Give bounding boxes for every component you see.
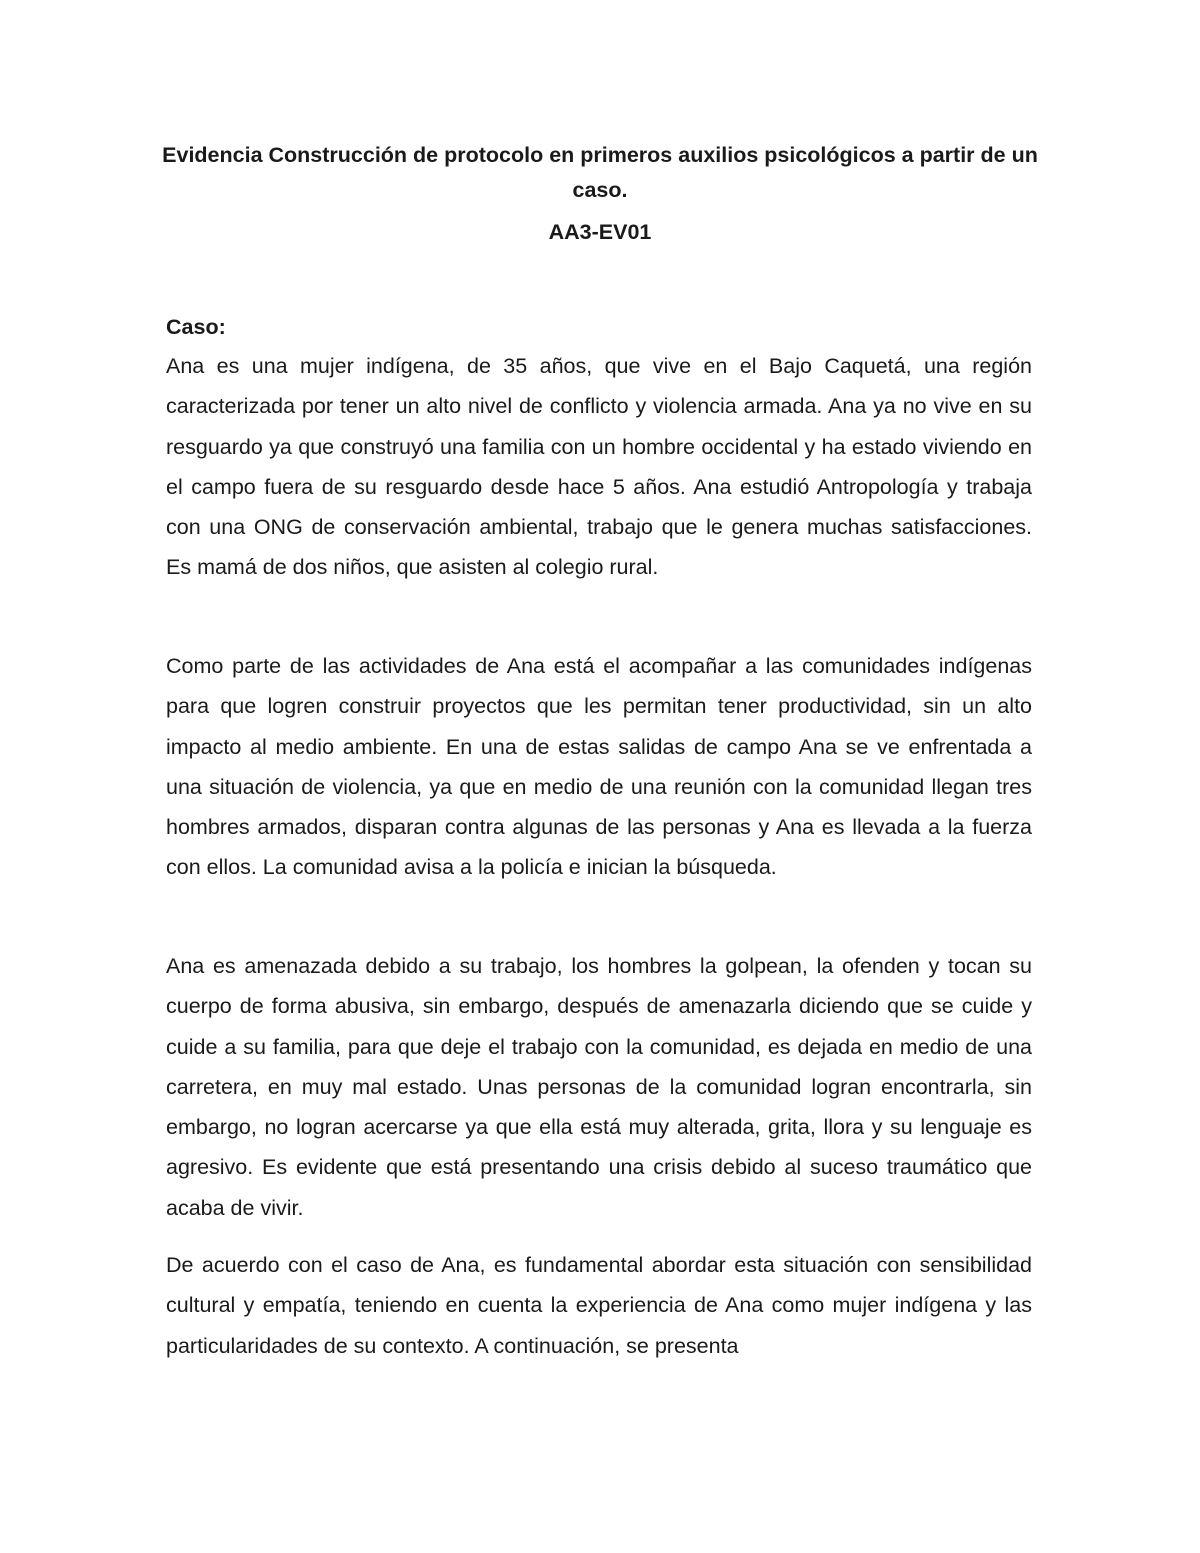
case-paragraph-2: Como parte de las actividades de Ana está el acompañar a las comunidades indígenas para que logren construir proyectos que les permitan tener productividad, sin un alto impacto al medio ambiente. En una de estas salidas de campo Ana se ve enfrentada a una situación de violencia, ya que en medio de una reunión con la comunidad llegan tres hombres armados, disparan contra algunas de las personas y Ana es llevada a la fuerza con ellos. La comunidad avisa a la policía e inician la búsqueda. [166,654,1032,880]
activity-code: AA3-EV01 [548,220,652,244]
case-paragraph-3: Ana es amenazada debido a su trabajo, los hombres la golpean, la ofenden y tocan su cuerpo de forma abusiva, sin embargo, después de amenazarla diciendo que se cuide y cuide a su familia, para que deje el trabajo con la comunidad, es dejada en medio de una carretera, en muy mal estado. Unas personas de la comunidad logran encontrarla, sin embargo, no logran acercarse ya que ella está muy alterada, grita, llora y su lenguaje es agresivo. Es evidente que está presentando una crisis debido al suceso traumático que acaba de vivir. [166,954,1032,1220]
case-paragraph-1: Ana es una mujer indígena, de 35 años, que vive en el Bajo Caquetá, una región caracterizada por tener un alto nivel de conflicto y violencia armada. Ana ya no vive en su resguardo ya que construyó una familia con un hombre occidental y ha estado viviendo en el campo fuera de su resguardo desde hace 5 años. Ana estudió Antropología y trabaja con una ONG de conservación ambiental, trabajo que le genera muchas satisfacciones. Es mamá de dos niños, que asisten al colegio rural. [166,354,1032,580]
case-paragraph-4: De acuerdo con el caso de Ana, es fundamental abordar esta situación con sensibilidad cultural y empatía, teniendo en cuenta la experiencia de Ana como mujer indígena y las particularidades de su contexto. A continuación, se presenta [166,1253,1032,1358]
document-title: Evidencia Construcción de protocolo en primeros auxilios psicológicos a partir de un caso. [162,143,1038,202]
case-heading: Caso: [166,315,226,339]
